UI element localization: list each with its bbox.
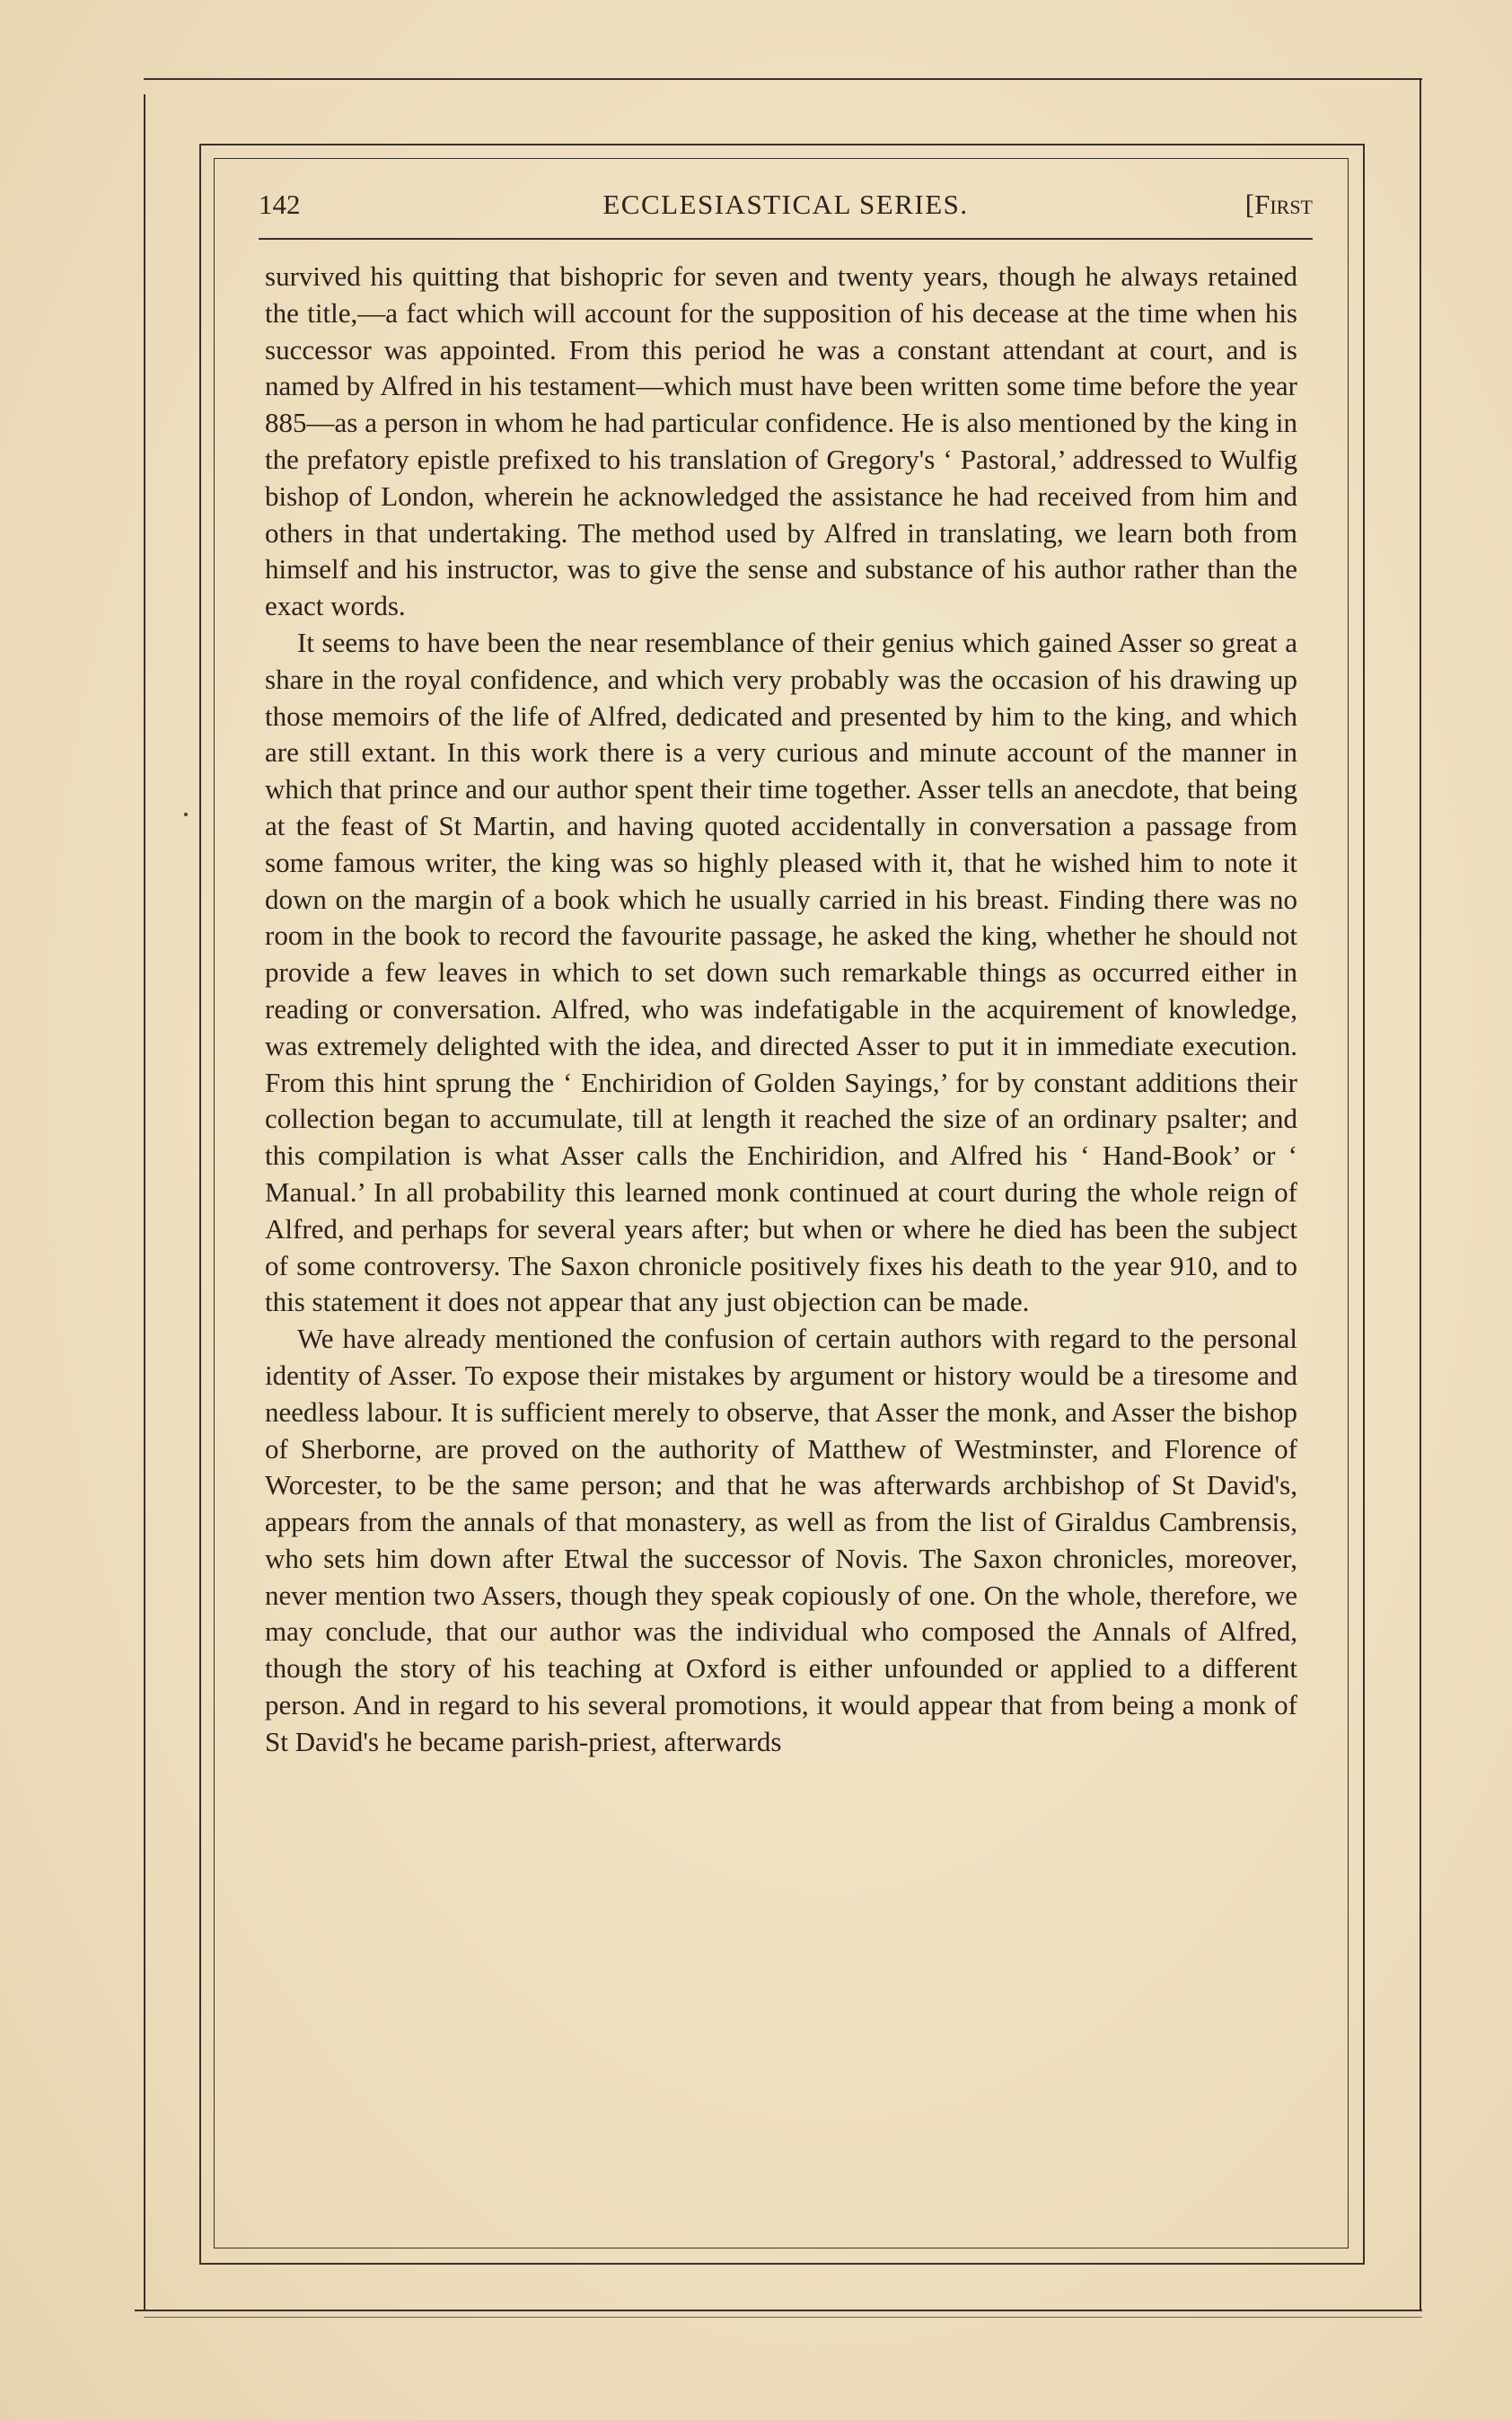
margin-speck bbox=[184, 813, 188, 816]
outer-frame-left-rule bbox=[144, 94, 145, 2311]
paragraph-continued: survived his quitting that bishopric for seven and twenty years, though he always retained the title,—a fact which will account for the supposition of his decease at the time when his successor was appointed. From this period he was a constant attendant at court, and is named by Alfred in his testament—which must have been written some time before the year 885—as a person in whom he had particular confidence. He is also mentioned by the king in the prefatory epistle prefixed to his translation of Gregory's ‘ Pastoral,’ addressed to Wulfig bishop of London, wherein he acknowledged the assistance he had received from him and others in that undertaking. The method used by Alfred in translating, we learn both from himself and his instructor, was to give the sense and substance of his author rather than the exact words. bbox=[265, 260, 1297, 622]
outer-frame-top-rule bbox=[144, 78, 1422, 80]
outer-frame-bottom-rule bbox=[135, 2310, 1422, 2311]
body-text bbox=[265, 259, 1297, 1761]
outer-frame-bottom-rule-thin bbox=[144, 2317, 1422, 2318]
running-head: ECCLESIASTICAL SERIES. bbox=[602, 189, 969, 220]
paragraph: We have already mentioned the confusion of certain authors with regard to the personal identity of Asser. To expose their mistakes by argument or history would be a tiresome and needless labour. It is sufficient merely to observe, that Asser the monk, and Asser the bishop of Sherborne, are proved on the authority of Matthew of Westminster, and Florence of Worcester, to be the same person; and that he was afterwards archbishop of St David's, appears from the annals of that monastery, as well as from the list of Giraldus Cambrensis, who sets him down after Etwal the successor of Novis. The Saxon chronicles, moreover, never mention two Assers, though they speak copiously of one. On the whole, therefore, we may conclude, that our author was the individual who composed the Annals of Alfred, though the story of his teaching at Oxford is either unfounded or applied to a different person. And in regard to his several promotions, it would appear that from being a monk of St David's he became parish-priest, afterwards bbox=[265, 1323, 1297, 1757]
running-head-section: [First bbox=[1244, 189, 1313, 220]
outer-frame-right-rule bbox=[1420, 78, 1421, 2311]
page-header bbox=[259, 183, 1313, 226]
paragraph: It seems to have been the near resemblance of their genius which gained Asser so great a share in the royal confidence, and which very probably was the occasion of his drawing up those memoirs of the life of Alfred, dedicated and presented by him to the king, and which are still extant. In this work there is a very curious and minute account of the manner in which that prince and our author spent their time together. Asser tells an anecdote, that being at the feast of St Martin, and having quoted accidentally in conversation a passage from some famous writer, the king was so highly pleased with it, that he wished him to note it down on the margin of a book which he usually carried in his breast. Finding there was no room in the book to record the favourite passage, he asked the king, whether he should not provide a few leaves in which to set down such remarkable things as occurred either in reading or conversation. Alfred, who was indefatigable in the acquirement of knowledge, was extremely delighted with the idea, and directed Asser to put it in immediate execution. From this hint sprung the ‘ Enchiridion of Golden Sayings,’ for by constant additions their collection began to accumulate, till at length it reached the size of an ordinary psalter; and this compilation is what Asser calls the Enchiridion, and Alfred his ‘ Hand-Book’ or ‘ Manual.’ In all probability this learned monk continued at court during the whole reign of Alfred, and perhaps for several years after; but when or where he died has been the subject of some controversy. The Saxon chronicle positively fixes his death to the year 910, and to this statement it does not appear that any just objection can be made. bbox=[265, 626, 1297, 1318]
page-number: 142 bbox=[259, 189, 301, 220]
header-rule bbox=[259, 238, 1313, 240]
